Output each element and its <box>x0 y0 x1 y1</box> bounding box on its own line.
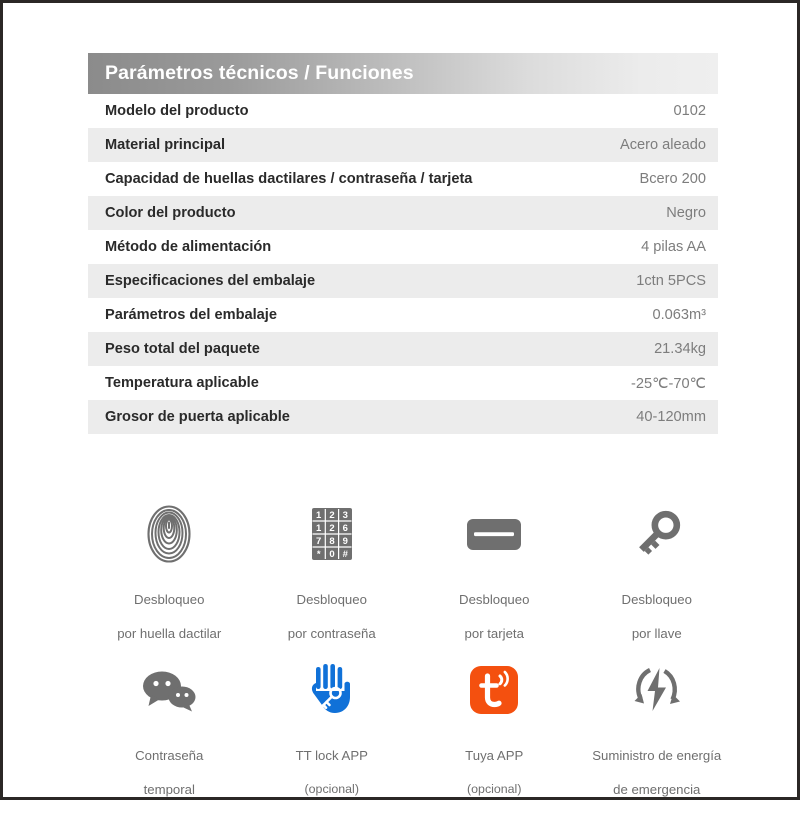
feature-label-line2: temporal <box>143 782 195 797</box>
ttlock-hand-icon <box>307 659 357 721</box>
svg-text:#: # <box>342 549 348 560</box>
spec-label: Material principal <box>105 137 226 153</box>
spec-label: Grosor de puerta aplicable <box>105 409 290 425</box>
feature-label <box>117 574 221 642</box>
feature-label-line1: TT lock APP <box>295 748 368 763</box>
svg-text:*: * <box>316 549 321 560</box>
svg-text:6: 6 <box>342 523 348 534</box>
feature-label <box>288 574 376 642</box>
spec-value: Bcero 200 <box>639 171 706 187</box>
feature-label-line1: Suministro de energía <box>592 748 722 763</box>
spec-value: 0102 <box>673 103 706 119</box>
spec-label: Capacidad de huellas dactilares / contraseña / tarjeta <box>105 171 473 187</box>
table-header-title: Parámetros técnicos / Funciones <box>105 62 414 84</box>
spec-value: 1ctn 5PCS <box>636 273 706 289</box>
feature-label <box>465 730 523 815</box>
spec-value: -25℃-70℃ <box>631 375 706 392</box>
feature-emergency-power <box>576 659 739 815</box>
table-row <box>88 94 718 128</box>
feature-label-line1: Desbloqueo <box>459 592 530 607</box>
spec-value: 21.34kg <box>654 341 706 357</box>
table-header-bar <box>88 53 718 94</box>
feature-key-unlock <box>576 503 739 642</box>
svg-text:1: 1 <box>315 510 322 521</box>
svg-text:3: 3 <box>342 510 348 521</box>
feature-ttlock-app <box>251 659 414 815</box>
svg-text:2: 2 <box>329 510 335 521</box>
table-row <box>88 230 718 264</box>
feature-label <box>592 730 721 798</box>
svg-text:1: 1 <box>315 523 322 534</box>
feature-label-line1: Desbloqueo <box>621 592 692 607</box>
table-row <box>88 298 718 332</box>
feature-label-line2: por llave <box>631 626 682 641</box>
technical-parameters-table <box>88 53 718 434</box>
spec-label: Modelo del producto <box>105 103 249 119</box>
feature-label-line1: Contraseña <box>135 748 204 763</box>
spec-value: 0.063m³ <box>652 307 706 323</box>
table-row <box>88 332 718 366</box>
feature-temporary-password <box>88 659 251 815</box>
feature-label-line1: Tuya APP <box>465 748 524 763</box>
feature-row-2 <box>88 659 738 815</box>
table-row <box>88 162 718 196</box>
feature-label-line2: (opcional) <box>467 782 522 796</box>
feature-label <box>459 574 529 642</box>
feature-label-line2: (opcional) <box>304 782 359 796</box>
table-row <box>88 264 718 298</box>
feature-row-1 <box>88 503 738 642</box>
feature-icon-grid <box>88 503 738 815</box>
feature-card-unlock <box>413 503 576 642</box>
feature-tuya-app <box>413 659 576 815</box>
key-icon <box>630 503 684 565</box>
table-row <box>88 400 718 434</box>
feature-label-line1: Desbloqueo <box>296 592 367 607</box>
feature-label <box>622 574 692 642</box>
feature-label-line2: por contraseña <box>287 626 376 641</box>
feature-label-line2: de emergencia <box>613 782 701 797</box>
feature-label-line2: por tarjeta <box>464 626 524 641</box>
chat-bubbles-icon <box>140 659 198 721</box>
spec-label: Parámetros del embalaje <box>105 307 277 323</box>
spec-value: Negro <box>666 205 706 221</box>
spec-value: 4 pilas AA <box>641 239 706 255</box>
feature-password-unlock <box>251 503 414 642</box>
feature-fingerprint-unlock <box>88 503 251 642</box>
table-row <box>88 128 718 162</box>
fingerprint-icon <box>146 503 192 565</box>
svg-text:2: 2 <box>329 523 335 534</box>
power-bolt-icon <box>630 659 684 721</box>
svg-text:8: 8 <box>329 536 335 547</box>
svg-text:7: 7 <box>315 536 322 547</box>
spec-label: Peso total del paquete <box>105 341 260 357</box>
feature-label <box>135 730 203 798</box>
table-row <box>88 196 718 230</box>
card-icon <box>466 503 522 565</box>
table-row <box>88 366 718 400</box>
spec-value: 40-120mm <box>636 409 706 425</box>
spec-value: Acero aleado <box>619 137 706 153</box>
svg-text:9: 9 <box>342 536 348 547</box>
svg-text:0: 0 <box>329 549 335 560</box>
feature-label-line2: por huella dactilar <box>117 626 222 641</box>
spec-label: Temperatura aplicable <box>105 375 259 391</box>
feature-label <box>296 730 368 815</box>
spec-label: Método de alimentación <box>105 239 272 255</box>
tuya-logo-icon <box>470 659 518 721</box>
feature-label-line1: Desbloqueo <box>134 592 205 607</box>
spec-label: Color del producto <box>105 205 236 221</box>
keypad-icon <box>311 503 353 565</box>
spec-label: Especificaciones del embalaje <box>105 273 316 289</box>
